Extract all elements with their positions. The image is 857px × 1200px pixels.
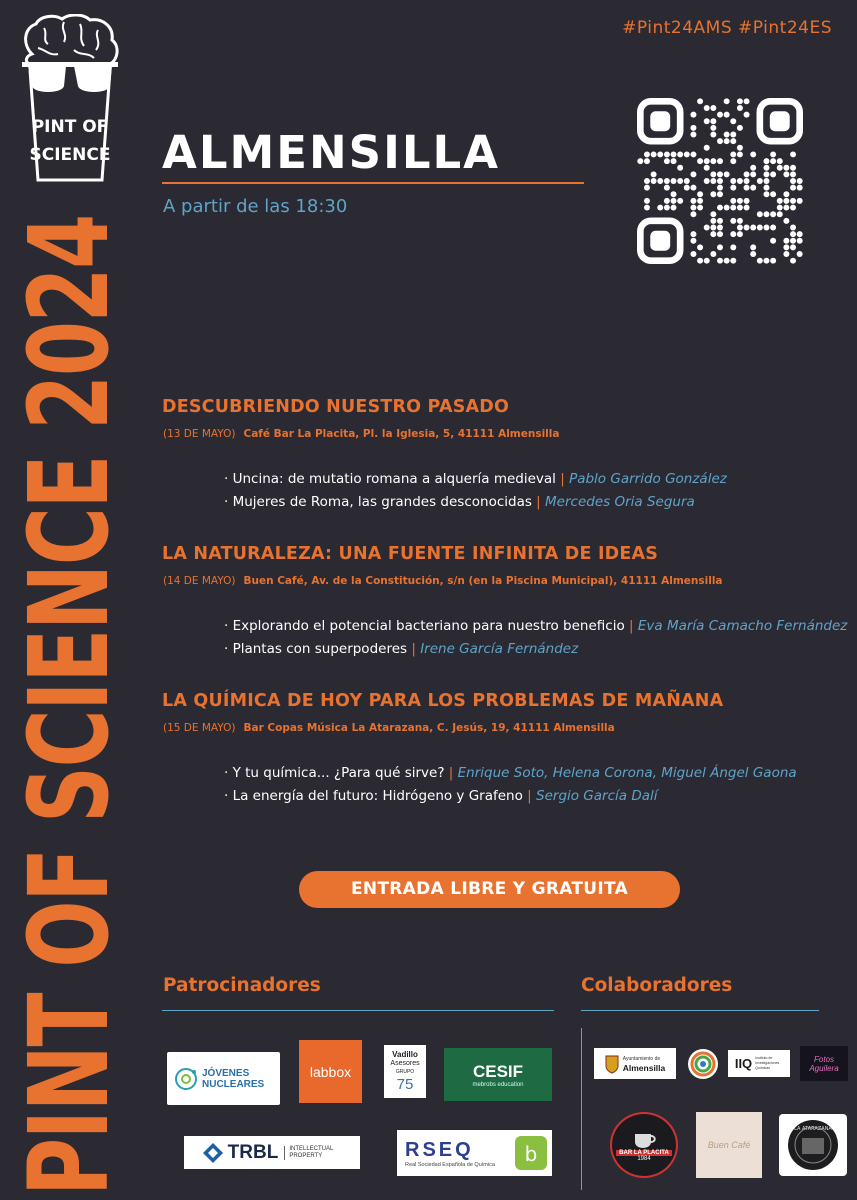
trbl-diamond-icon [202,1142,224,1164]
labbox-text: labbox [309,1063,352,1080]
ayuntamiento-name: Almensilla [622,1062,666,1073]
iiq-sub: Instituto de Investigaciones Químicas [755,1056,780,1070]
pint-of-science-logo [18,14,122,186]
cesif-text: CESIF [472,1061,524,1081]
jovenes-nucleares-logo [167,1052,280,1105]
talk-separator: | [555,471,570,487]
section-venue: Café Bar La Placita, Pl. la Iglesia, 5, 41111 Almensilla [243,428,560,440]
talk-item [224,471,727,487]
atarazana-text: LA ATARAZANA [794,1126,832,1132]
fotos-aguilera-text: Fotos Aguilera [809,1054,839,1073]
hashtags: #Pint24AMS #Pint24ES [622,18,832,38]
buen-cafe-text: Buen Café [707,1140,751,1150]
talk-separator: | [407,641,421,657]
trbl-text: TRBL [227,1141,279,1163]
section-title: DESCUBRIENDO NUESTRO PASADO [162,397,510,417]
section-meta [163,575,723,587]
sponsors-heading: Patrocinadores [163,975,321,996]
section-date: (14 DE MAYO) [163,575,236,587]
ayuntamiento-label: Ayuntamiento de [622,1055,661,1062]
section-venue: Bar Copas Música La Atarazana, C. Jesús, 19, 41111 Almensilla [243,722,615,734]
logo-text-line1: PINT OF [31,117,109,137]
section-date: (13 DE MAYO) [163,428,236,440]
atom-icon [173,1066,199,1092]
logos-divider [581,1028,582,1190]
talk-title: · Y tu química... ¿Para qué sirve? [224,765,445,781]
talk-title: · La energía del futuro: Hidrógeno y Grafeno [224,788,523,804]
section-venue: Buen Café, Av. de la Constitución, s/n (en la Piscina Municipal), 41111 Almensilla [243,575,723,587]
talk-separator: | [444,765,458,781]
section-date: (15 DE MAYO) [163,722,236,734]
talk-separator: | [522,788,537,804]
start-time: A partir de las 18:30 [163,196,348,217]
trbl-sub: INTELLECTUAL PROPERTY [284,1146,342,1160]
colorful-circle-logo [687,1048,719,1080]
talk-speaker: Irene García Fernández [420,641,579,657]
talk-item [224,765,797,781]
talk-title: · Explorando el potencial bacteriano para nuestro beneficio [224,618,625,634]
rseq-logo [397,1130,552,1176]
city-title: ALMENSILLA [162,126,501,179]
talk-item [224,788,658,804]
labbox-logo [299,1040,362,1103]
vertical-event-title: PINT OF SCIENCE 2024 [5,215,133,1196]
trbl-logo [184,1136,360,1169]
vadillo-logo [384,1045,426,1098]
vadillo-group: GRUPO [395,1069,415,1075]
talk-title: · Uncina: de mutatio romana a alquería medieval [224,471,556,487]
qr-code[interactable] [637,98,803,264]
talk-separator: | [624,618,638,634]
talk-separator: | [531,494,546,510]
talk-title: · Mujeres de Roma, las grandes desconocidas [224,494,532,510]
section-title: LA QUÍMICA DE HOY PARA LOS PROBLEMAS DE MAÑANA [162,691,724,711]
iiq-text: IIQ [734,1056,753,1071]
section-title: LA NATURALEZA: UNA FUENTE INFINITA DE IDEAS [162,544,659,564]
talk-speaker: Eva María Camacho Fernández [637,618,848,634]
vadillo-sub: Asesores [390,1060,420,1067]
jovenes-nucleares-text: JÓVENES NUCLEARES [202,1067,265,1090]
talk-item [224,641,578,657]
collaborators-heading: Colaboradores [581,975,733,996]
cesif-logo [444,1048,552,1101]
iiq-logo [728,1050,790,1077]
svg-text:b: b [524,1142,538,1166]
bar-la-placita-text: BAR LA PLACITA [616,1150,672,1156]
cesif-sub: mebrobs education [472,1081,524,1088]
rseq-text: RSEQ [405,1138,474,1161]
talk-speaker: Mercedes Oria Segura [545,494,695,510]
free-entry-badge: ENTRADA LIBRE Y GRATUITA [299,871,680,908]
coffee-cup-icon [631,1128,657,1150]
bar-la-placita-year: 1984 [637,1156,651,1162]
talk-speaker: Enrique Soto, Helena Corona, Miguel Ángel Gaona [457,765,797,781]
ayuntamiento-almensilla-logo [594,1048,676,1079]
section-meta [163,428,559,440]
vadillo-75: 75 [396,1076,414,1093]
talk-title: · Plantas con superpoderes [224,641,408,657]
atarazana-emblem-icon [786,1118,840,1172]
coat-of-arms-icon [605,1054,619,1074]
rseq-emblem-icon [515,1136,547,1170]
buen-cafe-logo [696,1112,762,1178]
city-underline [162,182,584,184]
logo-text-line2: SCIENCE [29,145,111,165]
bar-la-placita-logo [610,1112,678,1178]
section-meta [163,722,615,734]
talk-speaker: Pablo Garrido González [569,471,727,487]
talk-speaker: Sergio García Dalí [536,788,658,804]
fotos-aguilera-logo [800,1046,848,1081]
talk-item [224,618,847,634]
vadillo-text: Vadillo [392,1050,418,1059]
la-atarazana-logo [779,1114,847,1176]
collaborators-rule [581,1010,819,1011]
rseq-sub: Real Sociedad Española de Química [405,1161,495,1168]
talk-item [224,494,695,510]
sponsors-rule [162,1010,554,1011]
